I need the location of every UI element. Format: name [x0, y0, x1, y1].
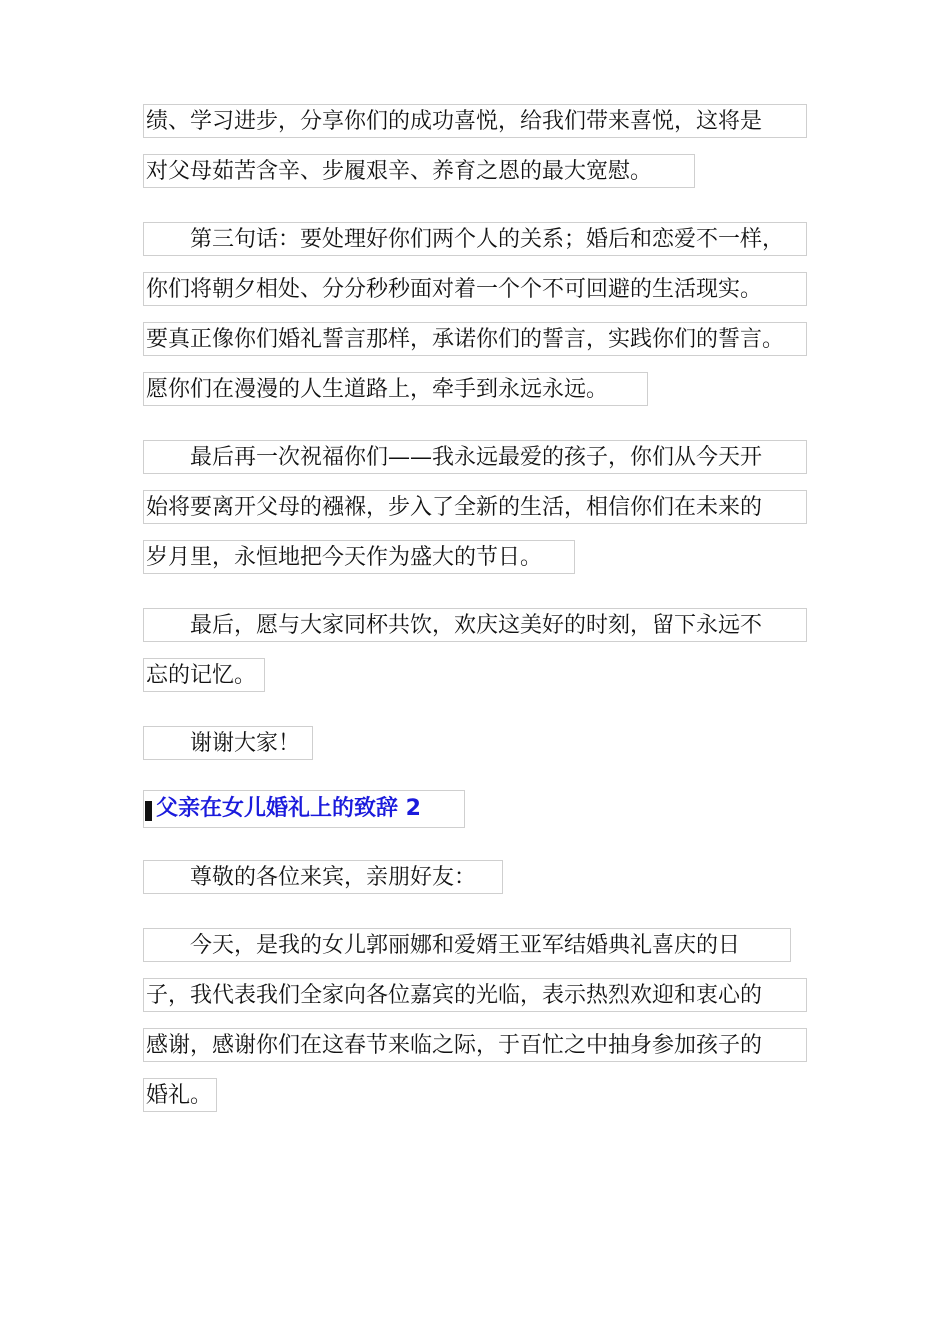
- paragraph-line: 子，我代表我们全家向各位嘉宾的光临，表示热烈欢迎和衷心的: [143, 978, 807, 1012]
- heading-marker: [145, 801, 152, 821]
- paragraph-line: 感谢，感谢你们在这春节来临之际，于百忙之中抽身参加孩子的: [143, 1028, 807, 1062]
- paragraph-line: 绩、学习进步，分享你们的成功喜悦，给我们带来喜悦，这将是: [143, 104, 807, 138]
- heading-text: 父亲在女儿婚礼上的致辞 2: [156, 796, 421, 821]
- paragraph-line: 始将要离开父母的襁褓，步入了全新的生活，相信你们在未来的: [143, 490, 807, 524]
- paragraph-line: 岁月里，永恒地把今天作为盛大的节日。: [143, 540, 575, 574]
- paragraph-line: 第三句话：要处理好你们两个人的关系；婚后和恋爱不一样，: [143, 222, 807, 256]
- paragraph-line: 要真正像你们婚礼誓言那样，承诺你们的誓言，实践你们的誓言。: [143, 322, 807, 356]
- paragraph-line: 尊敬的各位来宾，亲朋好友：: [143, 860, 503, 894]
- paragraph-line: 婚礼。: [143, 1078, 217, 1112]
- paragraph-line: 谢谢大家！: [143, 726, 313, 760]
- paragraph-line: 忘的记忆。: [143, 658, 265, 692]
- paragraph-line: 今天，是我的女儿郭丽娜和爱婿王亚军结婚典礼喜庆的日: [143, 928, 791, 962]
- paragraph-line: 对父母茹苦含辛、步履艰辛、养育之恩的最大宽慰。: [143, 154, 695, 188]
- paragraph-line: 最后，愿与大家同杯共饮，欢庆这美好的时刻，留下永远不: [143, 608, 807, 642]
- paragraph-line: 你们将朝夕相处、分分秒秒面对着一个个不可回避的生活现实。: [143, 272, 807, 306]
- section-heading: [143, 790, 465, 828]
- paragraph-line: 愿你们在漫漫的人生道路上，牵手到永远永远。: [143, 372, 648, 406]
- paragraph-line: 最后再一次祝福你们——我永远最爱的孩子，你们从今天开: [143, 440, 807, 474]
